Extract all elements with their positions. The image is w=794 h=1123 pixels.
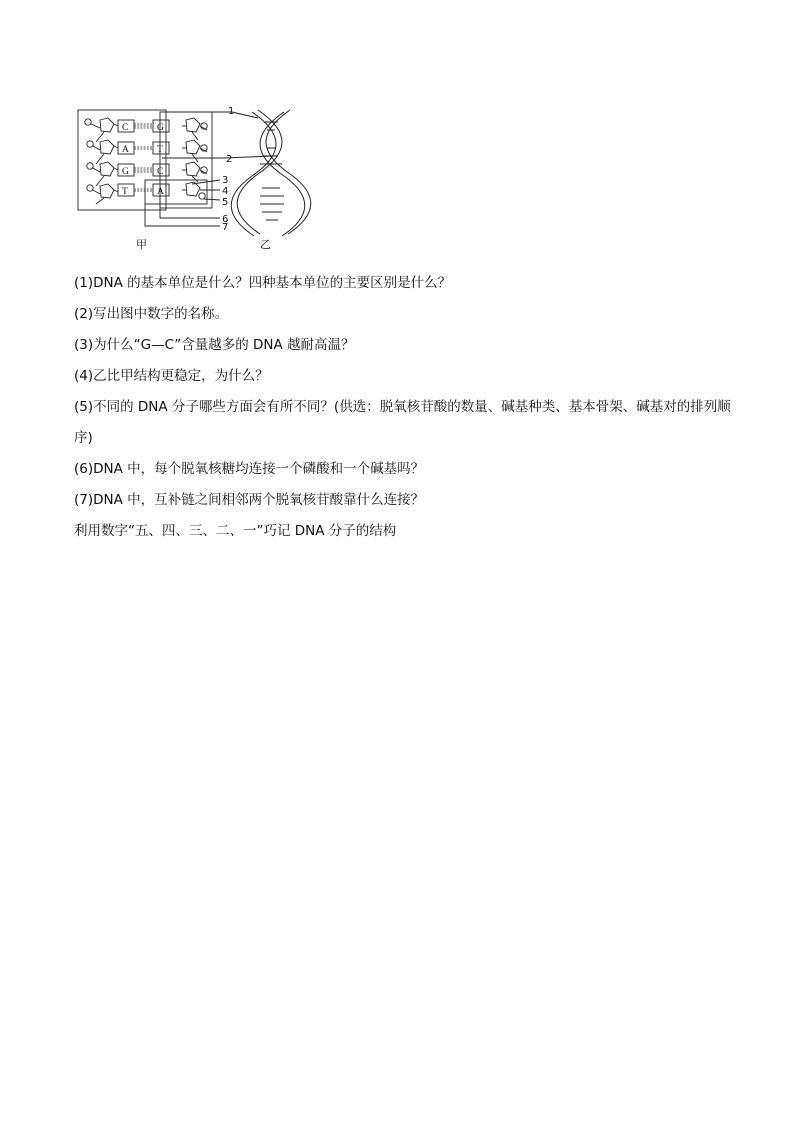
question-5: (5)不同的 DNA 分子哪些方面会有所不同？(供选：脱氧核苷酸的数量、碱基种类、基本骨架、碱基对的排列顺序) (74, 399, 731, 446)
question-3: (3)为什么“G—C”含量越多的 DNA 越耐高温？ (74, 337, 355, 353)
base-right-1: G (157, 123, 164, 133)
dna-structure-figure (74, 104, 314, 254)
double-helix (224, 110, 311, 236)
base-left-1: C (122, 123, 129, 133)
question-list (74, 268, 734, 547)
number-label-1: 1 (228, 106, 235, 117)
question-4: (4)乙比甲结构更稳定，为什么？ (74, 368, 269, 384)
number-label-4: 4 (222, 186, 229, 197)
base-left-2: A (122, 145, 129, 155)
question-6: (6)DNA 中，每个脱氧核糖均连接一个磷酸和一个碱基吗？ (74, 461, 425, 477)
mnemonic-note: 利用数字“五、四、三、二、一”巧记 DNA 分子的结构 (74, 523, 397, 539)
dna-diagram (74, 104, 314, 254)
number-label-7: 7 (222, 222, 229, 233)
number-label-3: 3 (222, 175, 229, 186)
base-right-4: A (157, 187, 164, 197)
left-backbone (85, 118, 118, 204)
question-2: (2)写出图中数字的名称。 (74, 306, 229, 322)
number-label-6: 6 (222, 214, 229, 225)
question-7: (7)DNA 中，互补链之间相邻两个脱氧核苷酸靠什么连接？ (74, 492, 425, 508)
base-left-4: T (122, 187, 128, 197)
base-left-3: G (122, 167, 129, 177)
base-right-3: C (157, 167, 164, 177)
base-right-2: T (157, 145, 163, 155)
number-label-2: 2 (226, 154, 233, 165)
right-backbone (182, 118, 207, 199)
caption-jia: 甲 (136, 238, 147, 251)
caption-yi: 乙 (260, 238, 271, 251)
number-label-5: 5 (222, 197, 229, 208)
question-1: (1)DNA 的基本单位是什么？四种基本单位的主要区别是什么？ (74, 275, 452, 291)
